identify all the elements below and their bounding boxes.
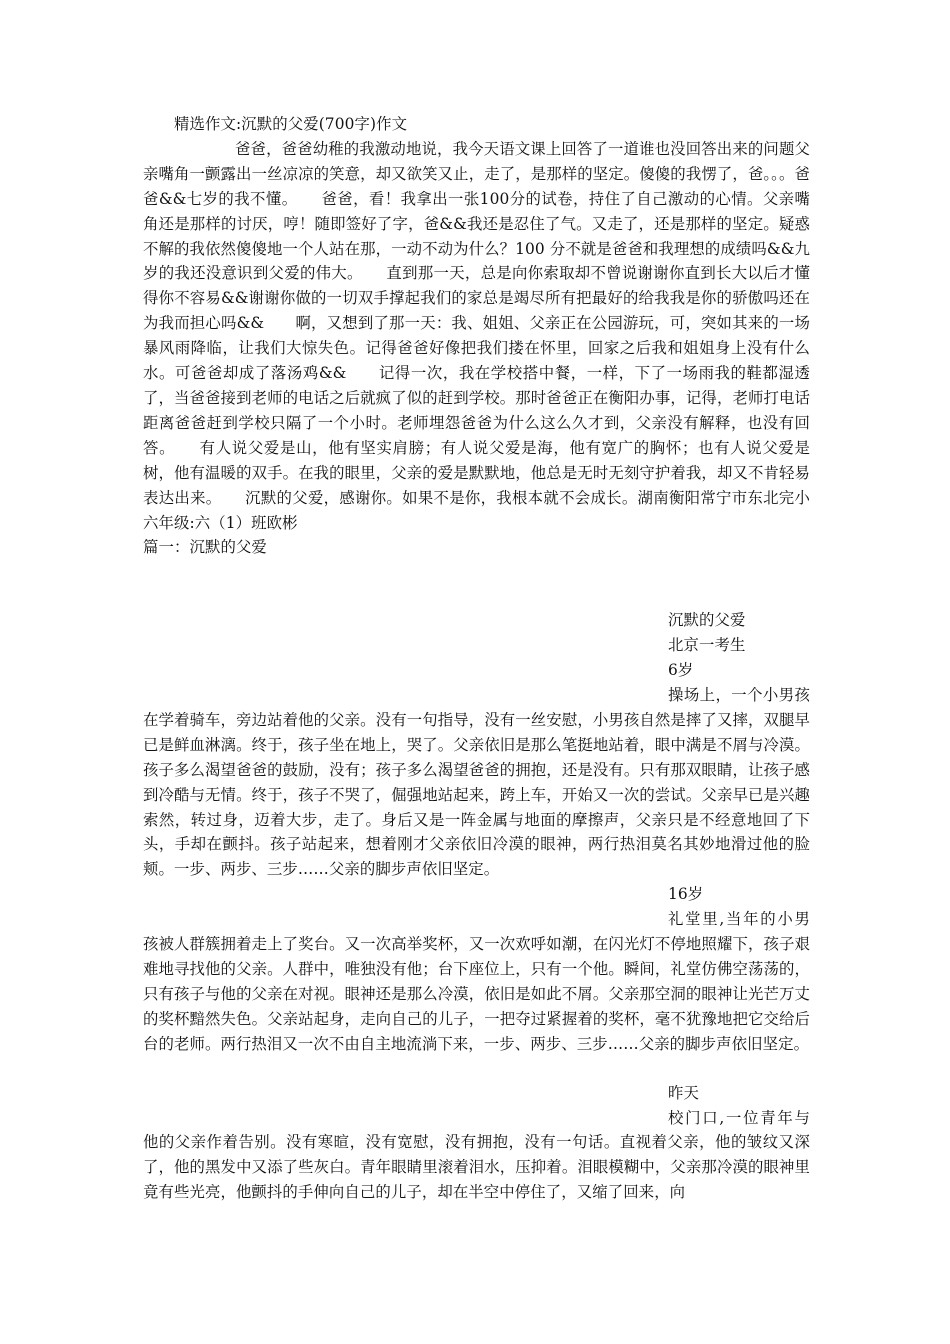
spacer [143, 560, 810, 608]
story-title: 沉默的父爱 [668, 611, 746, 630]
document-title: 精选作文:沉默的父爱(700字)作文 [174, 115, 408, 133]
intro-paragraph: 爸爸，爸爸幼稚的我激动地说，我今天语文课上回答了一道谁也没回答出来的问题父亲嘴角一颤露出一丝凉凉的笑意，却又欲笑又止，走了，是那样的坚定。傻傻的我愣了，爸。。。爸爸&&七岁的我不懂。 爸爸，看！我拿出一张100分的试卷，持住了自己激动的心情。父亲嘴角还是那样的讨厌，哼！随即签好了字，爸&&我还是忍住了气。又走了，还是那样的坚定。疑惑不解的我依然傻傻地一个人站在那，一动不动为什么？100 分不就是爸爸和我理想的成绩吗&&九岁的我还没意识到父爱的伟大。 直到那一天，总是向你索取却不曾说谢谢你直到长大以后才懂得你不容易&&谢谢你做的一切双手撑起我们的家总是竭尽所有把最好的给我我是你的骄傲吗还在为我而担心吗&& 啊，又想到了那一天：我、姐姐、父亲正在公园游玩，可，突如其来的一场暴风雨降临，让我们大惊失色。记得爸爸好像把我们搂在怀里，回家之后我和姐姐身上没有什么水。可爸爸却成了落汤鸡&& 记得一次，我在学校搭中餐，一样，下了一场雨我的鞋都湿透了，当爸爸接到老师的电话之后就疯了似的赶到学校。那时爸爸正在衡阳办事，记得，老师打电话距离爸爸赶到学校只隔了一个小时。老师埋怨爸爸为什么这么久才到，父亲没有解释，也没有回答。 有人说父爱是山，他有坚实肩膀；有人说父爱是海，他有宽广的胸怀；也有人说父爱是树，他有温暖的双手。在我的眼里，父亲的爱是默默地，他总是无时无刻守护着我，却又不肯轻易表达出来。 沉默的父爱，感谢你。如果不是你，我根本就不会成长。湖南衡阳常宁市东北完小六年级:六（1）班欧彬 [143, 139, 810, 532]
section-heading: 篇一：沉默的父爱 [143, 538, 267, 557]
story-part-text: 校门口,一位青年与他的父亲作着告别。没有寒暄，没有宽慰，没有拥抱，没有一句话。直视着父亲，他的皱纹又深了，他的黑发中又添了些灰白。青年眼睛里滚着泪水，压抑着。泪眼模糊中，父亲那冷漠的眼神里竟有些光亮，他颤抖的手伸向自己的儿子，却在半空中停住了，又缩了回来，向 [143, 1108, 810, 1202]
story-part-header [143, 1081, 810, 1106]
story-part-age: 16岁 [668, 885, 704, 904]
story-part-text: 礼堂里,当年的小男孩被人群簇拥着走上了奖台。又一次高举奖杯，又一次欢呼如潮，在闪光灯不停地照耀下，孩子艰难地寻找他的父亲。人群中，唯独没有他；台下座位上，只有一个他。瞬间，礼堂仿佛空荡荡的，只有孩子与他的父亲在对视。眼神还是那么冷漠，依旧是如此不屑。父亲那空洞的眼神让光芒万丈的奖杯黯然失色。父亲站起身，走向自己的儿子，一把夺过紧握着的奖杯，毫不犹豫地把它交给后台的老师。两行热泪又一次不由自主地流淌下来，一步、两步、三步……父亲的脚步声依旧坚定。 [143, 910, 810, 1053]
spacer [143, 1057, 810, 1081]
story-part-header [143, 882, 810, 907]
story-part-age: 6岁 [668, 661, 694, 680]
story-header [143, 608, 810, 683]
story-part-text: 操场上，一个小男孩在学着骑车，旁边站着他的父亲。没有一句指导，没有一丝安慰，小男孩自然是摔了又摔，双腿早已是鲜血淋漓。终于，孩子坐在地上，哭了。父亲依旧是那么笔挺地站着，眼中满是不屑与冷漠。孩子多么渴望爸爸的鼓励，没有；孩子多么渴望爸爸的拥抱，还是没有。只有那双眼睛，让孩子感到冷酷与无情。终于，孩子不哭了，倔强地站起来，跨上车，开始又一次的尝试。父亲早已是兴趣索然，转过身，迈着大步，走了。身后又是一阵金属与地面的摩擦声，父亲只是不经意地回了下头，手却在颤抖。孩子站起来，想着刚才父亲依旧冷漠的眼神，两行热泪莫名其妙地滑过他的脸颊。一步、两步、三步……父亲的脚步声依旧坚定。 [143, 686, 810, 879]
document-page [143, 112, 810, 1205]
story-author: 北京一考生 [668, 636, 746, 655]
story-part-age: 昨天 [668, 1083, 699, 1102]
